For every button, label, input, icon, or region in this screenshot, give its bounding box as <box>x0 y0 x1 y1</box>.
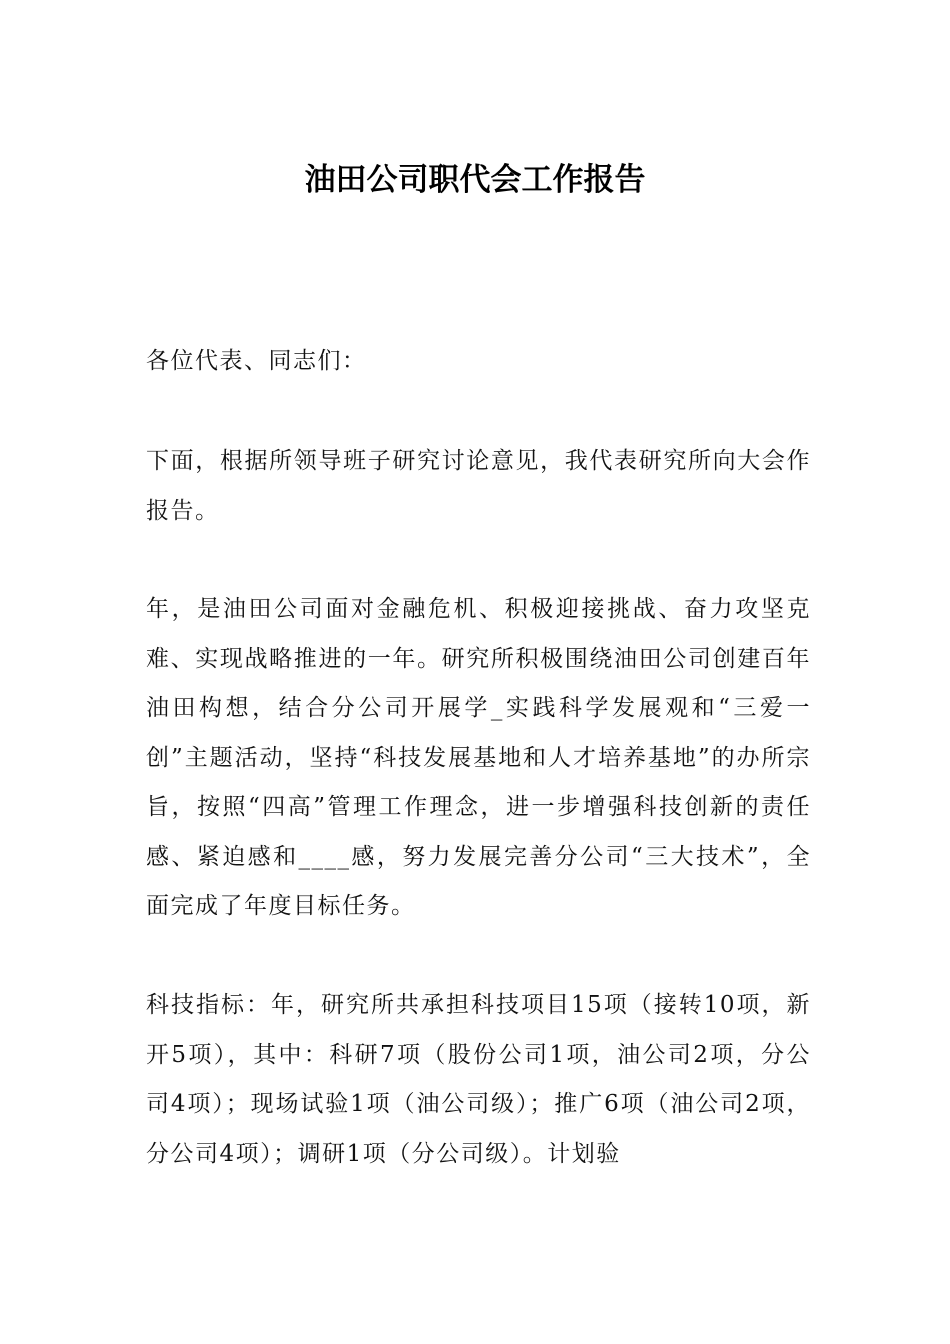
salutation-paragraph: 各位代表、同志们： <box>146 348 367 374</box>
intro-paragraph: 下面，根据所领导班子研究讨论意见，我代表研究所向大会作报告。 <box>146 448 811 524</box>
document-title: 油田公司职代会工作报告 <box>304 162 646 198</box>
tech-indicators-paragraph: 科技指标：年，研究所共承担科技项目15项（接转10项，新开5项），其中：科研7项（股份公司1项，油公司2项，分公司4项）；现场试验1项（油公司级）；推广6项（油公司2项，分公司4项）；调研1项（分公司级）。计划验 <box>146 992 811 1167</box>
summary-paragraph: 年，是油田公司面对金融危机、积极迎接挑战、奋力攻坚克难、实现战略推进的一年。研究所积极围绕油田公司创建百年油田构想，结合分公司开展学_实践科学发展观和“三爱一创”主题活动，坚持“科技发展基地和人才培养基地”的办所宗旨，按照“四高”管理工作理念，进一步增强科技创新的责任感、紧迫感和____感，努力发展完善分公司“三大技术”，全面完成了年度目标任务。 <box>146 596 811 919</box>
